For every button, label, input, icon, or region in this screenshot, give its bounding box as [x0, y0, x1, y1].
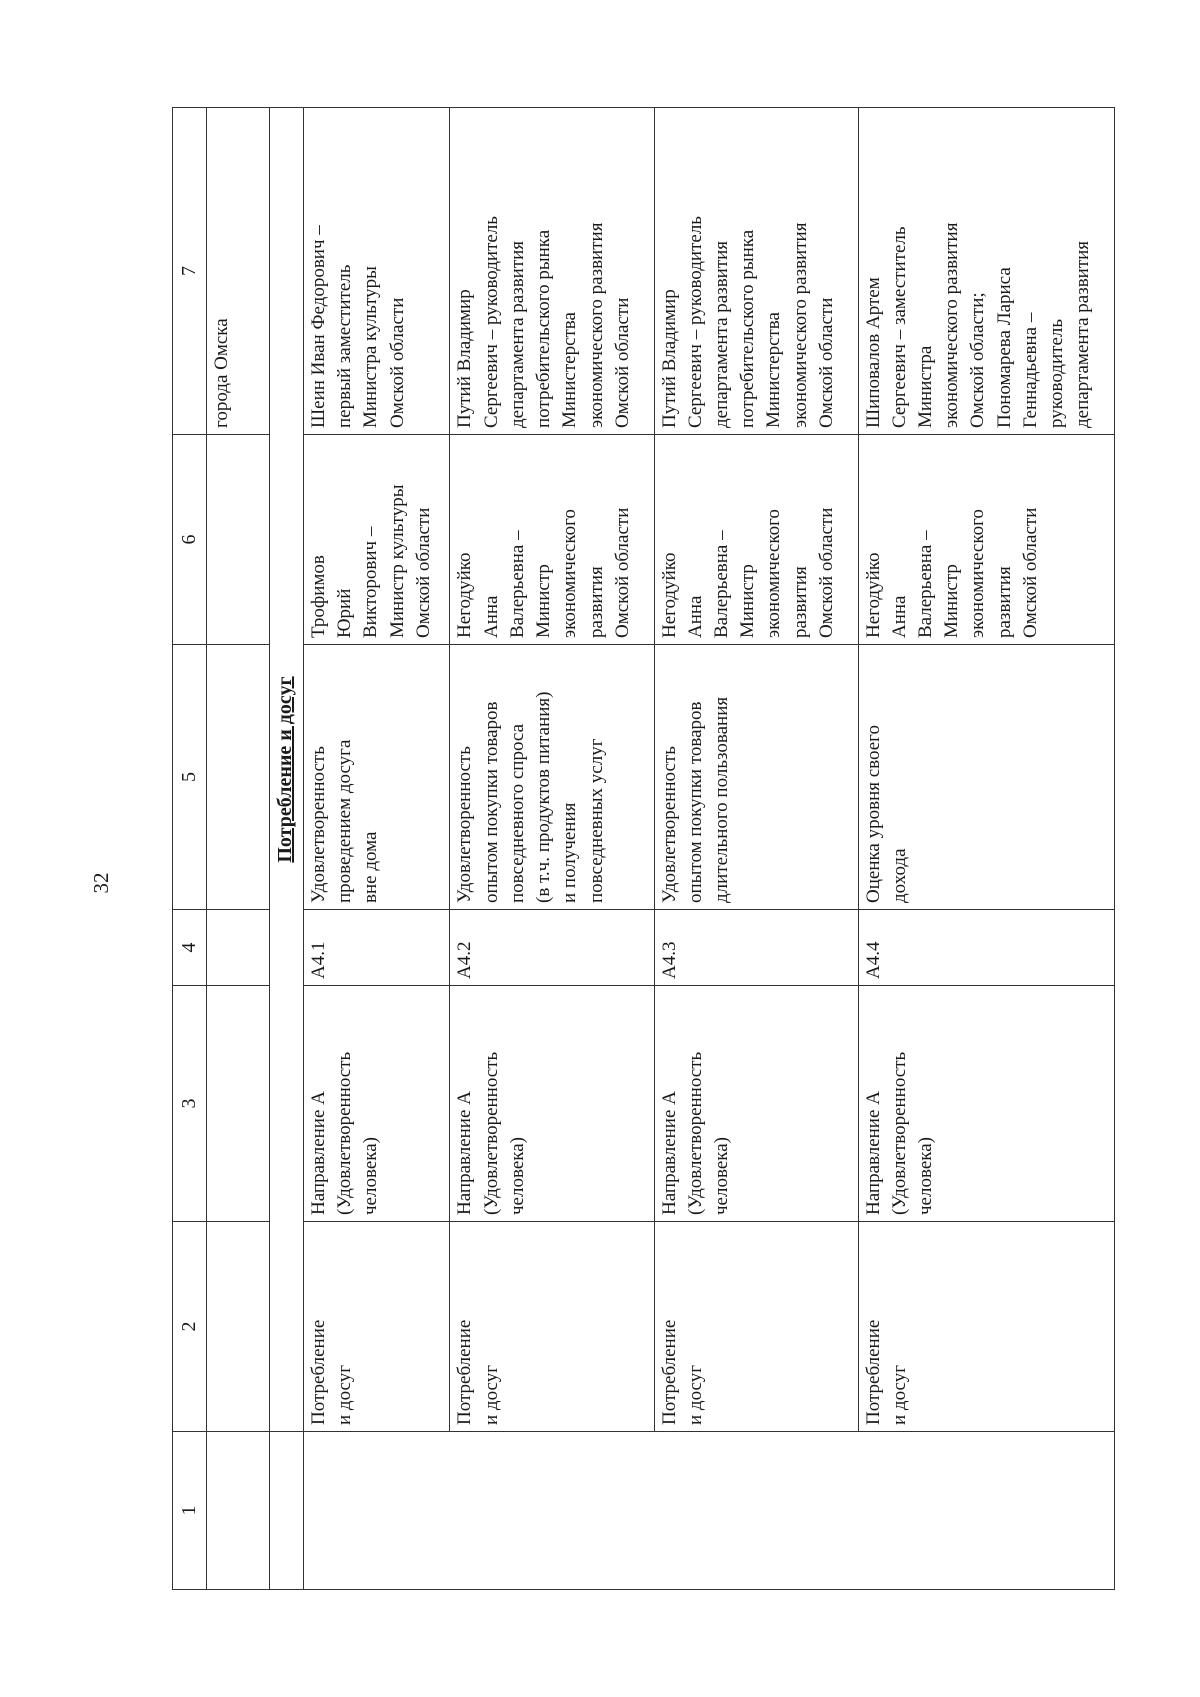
column-number: 2	[173, 1222, 207, 1432]
column-number-row	[173, 108, 207, 1590]
page-number: 32	[89, 872, 113, 894]
table-cell	[207, 645, 270, 910]
column-number: 3	[173, 986, 207, 1222]
table-cell: Негодуйко Анна Валерьевна – Министр экономического развития Омской области	[858, 435, 1114, 645]
table-cell: Потребление и досуг	[654, 1222, 858, 1432]
table-cell	[207, 1222, 270, 1432]
data-table	[172, 107, 1115, 1590]
table-cell: Потребление и досуг	[303, 1222, 450, 1432]
table-cell: Трофимов Юрий Викторович – Министр культуры Омской области	[303, 435, 450, 645]
table-row	[654, 108, 858, 1590]
table-cell: Путий Владимир Сергеевич – руководитель департамента развития потребительского рынка Министерства экономического развития Омской области	[450, 108, 654, 435]
table-cell: Путий Владимир Сергеевич – руководитель департамента развития потребительского рынка Министерства экономического развития Омской области	[654, 108, 858, 435]
section-title: Потребление и досуг	[269, 108, 303, 1432]
table-cell	[207, 435, 270, 645]
table-cell: А4.3	[654, 910, 858, 986]
table-cell: Негодуйко Анна Валерьевна – Министр экономического развития Омской области	[654, 435, 858, 645]
table-cell: Шиповалов Артем Сергеевич – заместитель Министра экономического развития Омской области; Пономарева Лариса Геннадьевна – руководитель департамента развития	[858, 108, 1114, 435]
table-cell: А4.2	[450, 910, 654, 986]
table-cell: Удовлетворенность опытом покупки товаров повседневного спроса (в т.ч. продуктов питания) и получения повседневных услуг	[450, 645, 654, 910]
table-cell: Направление А (Удовлетворенность человека)	[303, 986, 450, 1222]
table-cell: А4.4	[858, 910, 1114, 986]
column-number: 1	[173, 1432, 207, 1590]
table-cell	[207, 910, 270, 986]
section-row	[269, 108, 303, 1590]
table-cell	[207, 986, 270, 1222]
column-number: 4	[173, 910, 207, 986]
continuation-row	[207, 108, 270, 1590]
table-cell: Удовлетворенность проведением досуга вне дома	[303, 645, 450, 910]
table-cell: Удовлетворенность опытом покупки товаров длительного пользования	[654, 645, 858, 910]
table-cell: Потребление и досуг	[450, 1222, 654, 1432]
table-cell: Негодуйко Анна Валерьевна – Министр экономического развития Омской области	[450, 435, 654, 645]
table-cell: Направление А (Удовлетворенность человека)	[654, 986, 858, 1222]
table-cell: А4.1	[303, 910, 450, 986]
table-row	[450, 108, 654, 1590]
table-row	[303, 108, 450, 1590]
table-cell: Направление А (Удовлетворенность человека)	[450, 986, 654, 1222]
continuation-cell: города Омска	[207, 108, 270, 435]
table-cell: Потребление и досуг	[858, 1222, 1114, 1432]
table-cell: Оценка уровня своего дохода	[858, 645, 1114, 910]
column-number: 5	[173, 645, 207, 910]
table-cell: Направление А (Удовлетворенность человека)	[858, 986, 1114, 1222]
table-row	[858, 108, 1114, 1590]
table-cell	[207, 1432, 270, 1590]
table-cell: Шеин Иван Федорович – первый заместитель Министра культуры Омской области	[303, 108, 450, 435]
column-number: 7	[173, 108, 207, 435]
table-cell	[303, 1432, 1114, 1590]
rotated-table	[172, 108, 1115, 1590]
table-cell	[269, 1432, 303, 1590]
column-number: 6	[173, 435, 207, 645]
